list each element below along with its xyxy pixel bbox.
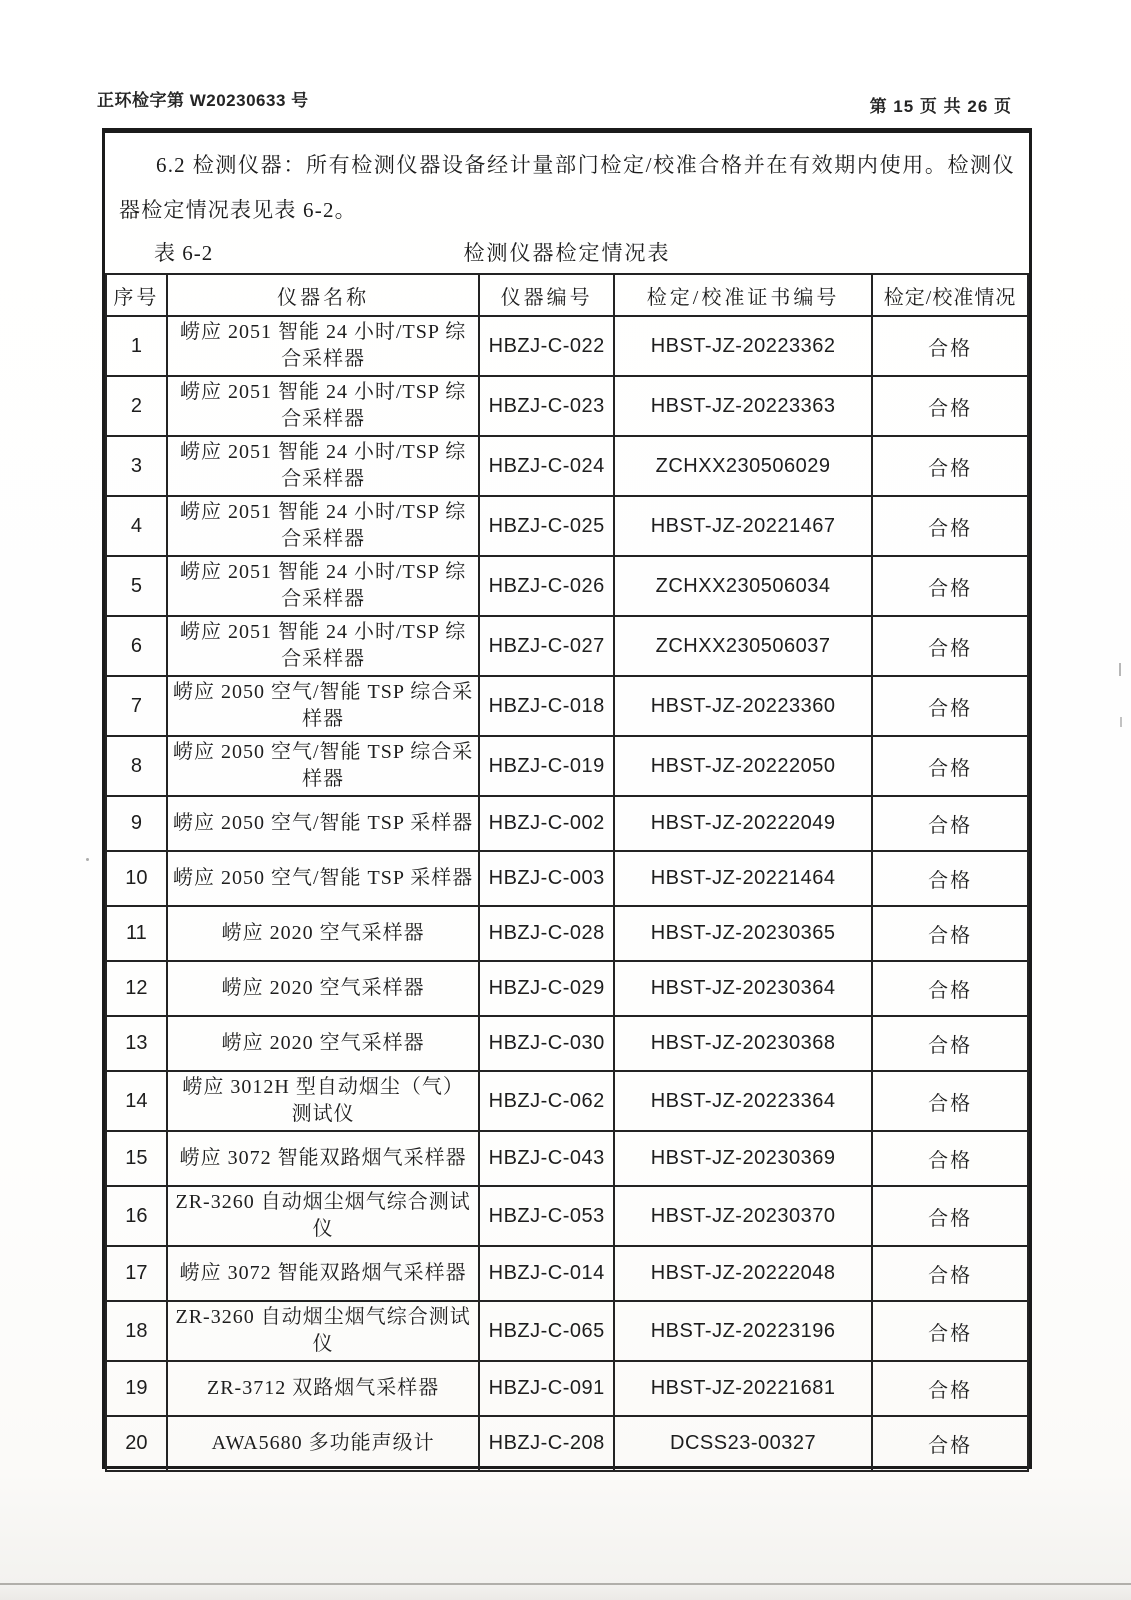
instrument-code: HBZJ-C-053 <box>479 1186 614 1246</box>
row-seq: 7 <box>106 676 167 736</box>
instrument-name: 崂应 2051 智能 24 小时/TSP 综合采样器 <box>167 496 480 556</box>
instrument-code: HBZJ-C-091 <box>479 1361 614 1416</box>
instrument-code: HBZJ-C-030 <box>479 1016 614 1071</box>
instrument-table <box>105 273 1029 1472</box>
instrument-code: HBZJ-C-025 <box>479 496 614 556</box>
page-indicator: 第 15 页 共 26 页 <box>869 97 1012 116</box>
instrument-name: 崂应 2051 智能 24 小时/TSP 综合采样器 <box>167 316 480 376</box>
instrument-name: 崂应 2050 空气/智能 TSP 综合采样器 <box>167 676 480 736</box>
instrument-name: 崂应 2051 智能 24 小时/TSP 综合采样器 <box>167 616 480 676</box>
instrument-code: HBZJ-C-027 <box>479 616 614 676</box>
certificate-number: HBST-JZ-20221681 <box>614 1361 872 1416</box>
instrument-code: HBZJ-C-023 <box>479 376 614 436</box>
instrument-code: HBZJ-C-029 <box>479 961 614 1016</box>
table-row <box>106 556 1028 616</box>
scan-artifact-tick <box>1119 663 1121 676</box>
table-row <box>106 496 1028 556</box>
status: 合格 <box>872 376 1028 436</box>
instrument-code: HBZJ-C-062 <box>479 1071 614 1131</box>
col-header-cert: 检定/校准证书编号 <box>614 274 872 316</box>
table-row <box>106 1016 1028 1071</box>
table-row <box>106 1301 1028 1361</box>
table-row <box>106 1071 1028 1131</box>
row-seq: 10 <box>106 851 167 906</box>
certificate-number: ZCHXX230506034 <box>614 556 872 616</box>
instrument-code: HBZJ-C-018 <box>479 676 614 736</box>
status: 合格 <box>872 961 1028 1016</box>
instrument-code: HBZJ-C-014 <box>479 1246 614 1301</box>
col-header-status: 检定/校准情况 <box>872 274 1028 316</box>
instrument-name: 崂应 2050 空气/智能 TSP 采样器 <box>167 851 480 906</box>
certificate-number: HBST-JZ-20221464 <box>614 851 872 906</box>
instrument-table-body <box>106 316 1028 1471</box>
table-caption <box>119 233 1015 273</box>
row-seq: 15 <box>106 1131 167 1186</box>
status: 合格 <box>872 436 1028 496</box>
col-header-seq: 序号 <box>106 274 167 316</box>
instrument-name: 崂应 2050 空气/智能 TSP 综合采样器 <box>167 736 480 796</box>
instrument-code: HBZJ-C-022 <box>479 316 614 376</box>
instrument-name: ZR-3260 自动烟尘烟气综合测试仪 <box>167 1186 480 1246</box>
instrument-name: 崂应 2051 智能 24 小时/TSP 综合采样器 <box>167 556 480 616</box>
row-seq: 5 <box>106 556 167 616</box>
certificate-number: HBST-JZ-20222049 <box>614 796 872 851</box>
status: 合格 <box>872 1246 1028 1301</box>
status: 合格 <box>872 906 1028 961</box>
table-row <box>106 736 1028 796</box>
table-row <box>106 616 1028 676</box>
row-seq: 17 <box>106 1246 167 1301</box>
status: 合格 <box>872 1131 1028 1186</box>
table-row <box>106 961 1028 1016</box>
row-seq: 8 <box>106 736 167 796</box>
row-seq: 11 <box>106 906 167 961</box>
table-row <box>106 1416 1028 1471</box>
status: 合格 <box>872 616 1028 676</box>
table-row <box>106 436 1028 496</box>
col-header-code: 仪器编号 <box>479 274 614 316</box>
instrument-code: HBZJ-C-024 <box>479 436 614 496</box>
instrument-name: 崂应 2051 智能 24 小时/TSP 综合采样器 <box>167 376 480 436</box>
status: 合格 <box>872 851 1028 906</box>
certificate-number: HBST-JZ-20230364 <box>614 961 872 1016</box>
section-paragraph: 6.2 检测仪器：所有检测仪器设备经计量部门检定/校准合格并在有效期内使用。检测仪器检定情况表见表 6-2。 <box>119 153 1015 222</box>
table-row <box>106 906 1028 961</box>
row-seq: 13 <box>106 1016 167 1071</box>
status: 合格 <box>872 1186 1028 1246</box>
instrument-name: 崂应 2051 智能 24 小时/TSP 综合采样器 <box>167 436 480 496</box>
certificate-number: HBST-JZ-20223196 <box>614 1301 872 1361</box>
certificate-number: HBST-JZ-20230368 <box>614 1016 872 1071</box>
row-seq: 1 <box>106 316 167 376</box>
row-seq: 6 <box>106 616 167 676</box>
table-row <box>106 1186 1028 1246</box>
col-header-name: 仪器名称 <box>167 274 480 316</box>
row-seq: 14 <box>106 1071 167 1131</box>
instrument-name: ZR-3712 双路烟气采样器 <box>167 1361 480 1416</box>
table-row <box>106 676 1028 736</box>
row-seq: 19 <box>106 1361 167 1416</box>
certificate-number: HBST-JZ-20230370 <box>614 1186 872 1246</box>
status: 合格 <box>872 1071 1028 1131</box>
row-seq: 4 <box>106 496 167 556</box>
table-row <box>106 1361 1028 1416</box>
table-row <box>106 1246 1028 1301</box>
instrument-code: HBZJ-C-065 <box>479 1301 614 1361</box>
scan-artifact-bottom-line <box>0 1583 1131 1585</box>
instrument-code: HBZJ-C-026 <box>479 556 614 616</box>
certificate-number: HBST-JZ-20222048 <box>614 1246 872 1301</box>
status: 合格 <box>872 316 1028 376</box>
instrument-code: HBZJ-C-003 <box>479 851 614 906</box>
certificate-number: HBST-JZ-20221467 <box>614 496 872 556</box>
instrument-name: 崂应 2020 空气采样器 <box>167 1016 480 1071</box>
row-seq: 12 <box>106 961 167 1016</box>
scan-artifact-dot <box>86 858 89 861</box>
status: 合格 <box>872 1416 1028 1471</box>
doc-number: 正环检字第 W20230633 号 <box>97 91 309 110</box>
row-seq: 9 <box>106 796 167 851</box>
row-seq: 16 <box>106 1186 167 1246</box>
table-row <box>106 316 1028 376</box>
scan-artifact-tick <box>1120 717 1122 727</box>
instrument-name: AWA5680 多功能声级计 <box>167 1416 480 1471</box>
row-seq: 18 <box>106 1301 167 1361</box>
instrument-name: 崂应 2020 空气采样器 <box>167 961 480 1016</box>
certificate-number: HBST-JZ-20222050 <box>614 736 872 796</box>
certificate-number: HBST-JZ-20223360 <box>614 676 872 736</box>
table-row <box>106 376 1028 436</box>
status: 合格 <box>872 1016 1028 1071</box>
status: 合格 <box>872 676 1028 736</box>
status: 合格 <box>872 556 1028 616</box>
instrument-name: 崂应 3072 智能双路烟气采样器 <box>167 1246 480 1301</box>
table-row <box>106 1131 1028 1186</box>
status: 合格 <box>872 796 1028 851</box>
row-seq: 3 <box>106 436 167 496</box>
table-title: 检测仪器检定情况表 <box>463 241 671 265</box>
content-box <box>102 128 1032 1469</box>
row-seq: 2 <box>106 376 167 436</box>
status: 合格 <box>872 1301 1028 1361</box>
certificate-number: ZCHXX230506037 <box>614 616 872 676</box>
instrument-name: 崂应 2050 空气/智能 TSP 采样器 <box>167 796 480 851</box>
row-seq: 20 <box>106 1416 167 1471</box>
certificate-number: DCSS23-00327 <box>614 1416 872 1471</box>
instrument-code: HBZJ-C-208 <box>479 1416 614 1471</box>
table-header-row <box>106 274 1028 316</box>
certificate-number: HBST-JZ-20230365 <box>614 906 872 961</box>
instrument-code: HBZJ-C-028 <box>479 906 614 961</box>
certificate-number: HBST-JZ-20223364 <box>614 1071 872 1131</box>
table-row <box>106 796 1028 851</box>
certificate-number: HBST-JZ-20230369 <box>614 1131 872 1186</box>
table-label: 表 6-2 <box>154 241 214 265</box>
instrument-code: HBZJ-C-043 <box>479 1131 614 1186</box>
instrument-name: ZR-3260 自动烟尘烟气综合测试仪 <box>167 1301 480 1361</box>
certificate-number: HBST-JZ-20223363 <box>614 376 872 436</box>
instrument-code: HBZJ-C-002 <box>479 796 614 851</box>
certificate-number: ZCHXX230506029 <box>614 436 872 496</box>
instrument-name: 崂应 3072 智能双路烟气采样器 <box>167 1131 480 1186</box>
status: 合格 <box>872 496 1028 556</box>
status: 合格 <box>872 736 1028 796</box>
certificate-number: HBST-JZ-20223362 <box>614 316 872 376</box>
table-row <box>106 851 1028 906</box>
status: 合格 <box>872 1361 1028 1416</box>
instrument-name: 崂应 2020 空气采样器 <box>167 906 480 961</box>
instrument-name: 崂应 3012H 型自动烟尘（气）测试仪 <box>167 1071 480 1131</box>
instrument-code: HBZJ-C-019 <box>479 736 614 796</box>
